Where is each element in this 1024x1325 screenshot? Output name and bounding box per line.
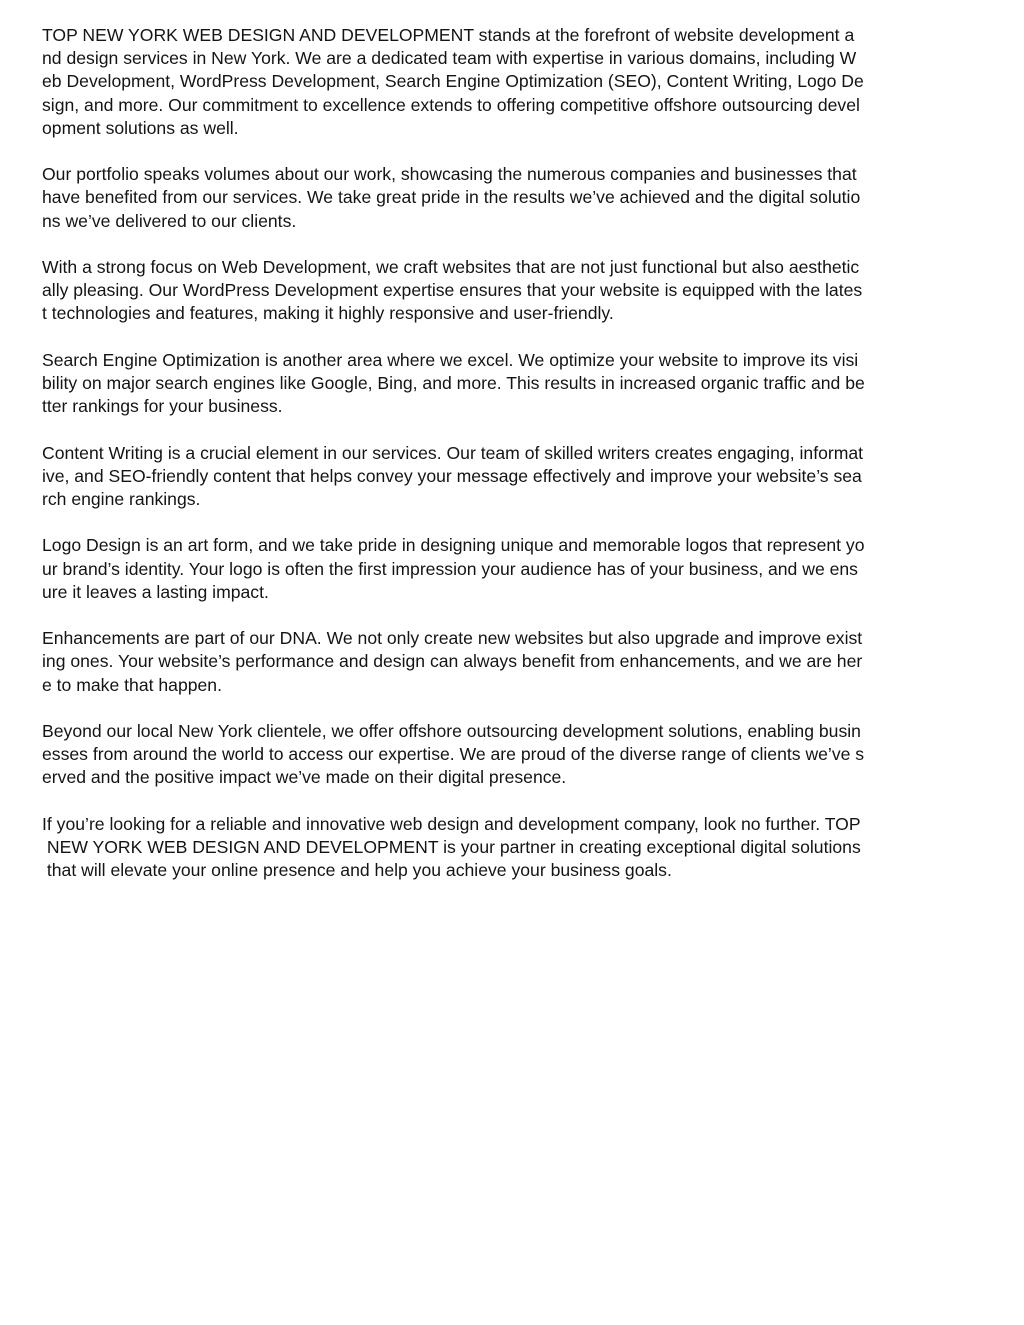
text-line: ure it leaves a lasting impact. [42, 581, 269, 602]
text-line: sign, and more. Our commitment to excellence extends to offering competitive offshore outsourcing devel [42, 94, 860, 115]
text-line: ing ones. Your website’s performance and design can always benefit from enhancements, and we are her [42, 651, 863, 672]
text-line: that will elevate your online presence and help you achieve your business goals. [42, 860, 672, 881]
text-line: erved and the positive impact we’ve made on their digital presence. [42, 767, 567, 788]
text-line: opment solutions as well. [42, 117, 239, 138]
paragraph-closing [42, 813, 982, 883]
text-line: nd design services in New York. We are a dedicated team with expertise in various domains, including W [42, 48, 857, 69]
text-line: Logo Design is an art form, and we take pride in designing unique and memorable logos that represent yo [42, 535, 865, 556]
paragraph-enhancements [42, 627, 982, 697]
paragraph-portfolio [42, 163, 982, 233]
text-line: esses from around the world to access our expertise. We are proud of the diverse range of clients we’ve s [42, 744, 865, 765]
text-line: ns we’ve delivered to our clients. [42, 210, 297, 231]
text-line: ur brand’s identity. Your logo is often the first impression your audience has of your business, and we ens [42, 558, 858, 579]
document-body [42, 24, 982, 906]
text-line: If you’re looking for a reliable and innovative web design and development company, look no further. TOP [42, 813, 861, 834]
text-line: TOP NEW YORK WEB DESIGN AND DEVELOPMENT stands at the forefront of website development a [42, 25, 855, 45]
text-line: With a strong focus on Web Development, we craft websites that are not just functional but also aesthetic [42, 257, 860, 277]
text-line: ive, and SEO-friendly content that helps convey your message effectively and improve your website’s sea [42, 465, 862, 486]
text-line: Content Writing is a crucial element in our services. Our team of skilled writers creates engaging, informat [42, 442, 864, 463]
text-line: Beyond our local New York clientele, we offer offshore outsourcing development solutions, enabling busin [42, 720, 861, 741]
text-line: rch engine rankings. [42, 489, 201, 509]
text-line: Enhancements are part of our DNA. We not only create new websites but also upgrade and improve exist [42, 628, 863, 649]
text-line: Search Engine Optimization is another area where we excel. We optimize your website to improve its visi [42, 349, 859, 370]
text-line: tter rankings for your business. [42, 396, 283, 417]
paragraph-seo [42, 349, 982, 419]
text-line: t technologies and features, making it highly responsive and user-friendly. [42, 303, 614, 324]
text-line: ally pleasing. Our WordPress Development expertise ensures that your website is equipped with the lates [42, 280, 863, 301]
text-line: bility on major search engines like Google, Bing, and more. This results in increased organic traffic and be [42, 373, 865, 393]
text-line: Our portfolio speaks volumes about our work, showcasing the numerous companies and businesses that [42, 164, 857, 185]
paragraph-web-development [42, 256, 982, 326]
text-line: NEW YORK WEB DESIGN AND DEVELOPMENT is your partner in creating exceptional digital solutions [42, 836, 861, 857]
paragraph-logo-design [42, 534, 982, 604]
paragraph-content-writing [42, 442, 982, 512]
paragraph-intro [42, 24, 982, 140]
text-line: have benefited from our services. We take great pride in the results we’ve achieved and the digital solutio [42, 187, 861, 208]
text-line: e to make that happen. [42, 674, 222, 695]
text-line: eb Development, WordPress Development, Search Engine Optimization (SEO), Content Writing, Logo De [42, 71, 864, 92]
paragraph-offshore [42, 720, 982, 790]
